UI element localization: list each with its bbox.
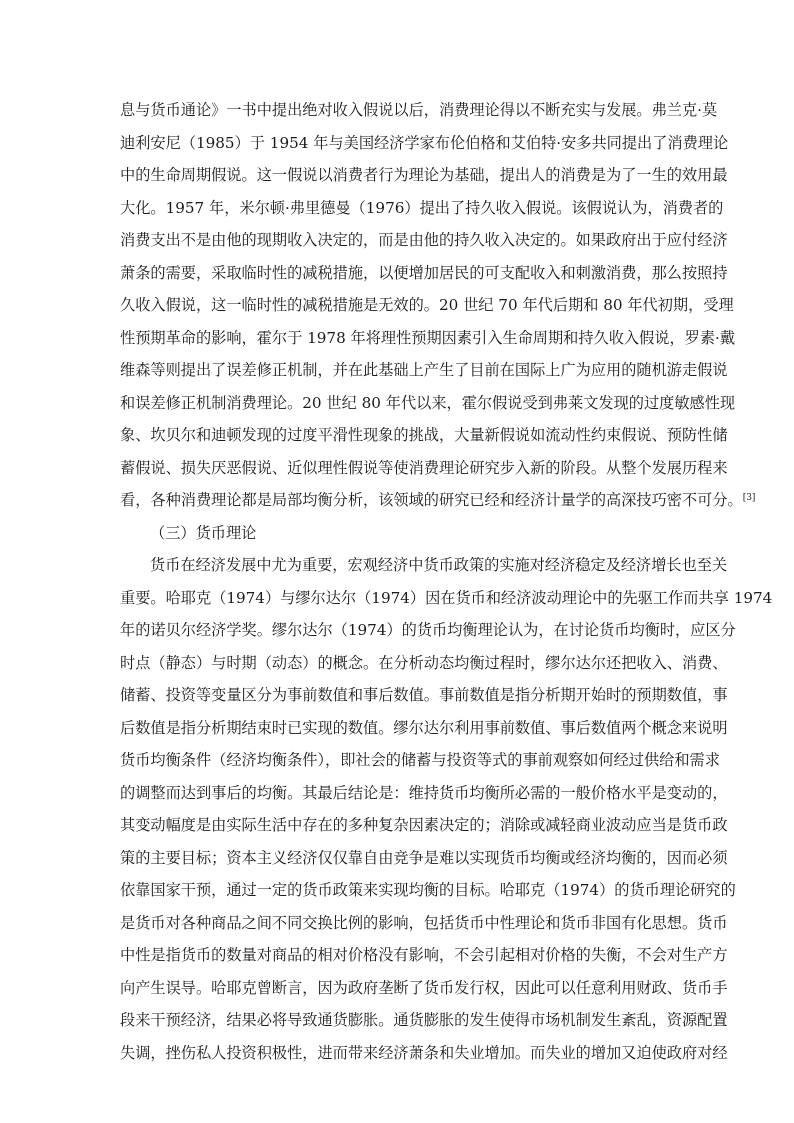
text-line: 大化。1957 年，米尔顿·弗里德曼（1976）提出了持久收入假说。该假说认为，消费者的 [120,198,724,217]
text-line: 消费支出不是由他的现期收入决定的，而是由他的持久收入决定的。如果政府出于应付经济 [120,231,728,249]
text-line: 和误差修正机制消费理论。20 世纪 80 年代以来，霍尔假说受到弗莱文发现的过度敏感性现 [120,393,736,412]
text-line: 迪利安尼（1985）于 1954 年与美国经济学家布伦伯格和艾伯特·安多共同提出了消费理论 [120,133,729,152]
text-line: 后数值是指分析期结束时已实现的数值。缪尔达尔利用事前数值、事后数值两个概念来说明 [120,718,728,737]
text-line: 货币均衡条件（经济均衡条件），即社会的储蓄与投资等式的事前观察如何经过供给和需求 [120,751,720,769]
body-text [120,94,773,1069]
text-line: 维森等则提出了误差修正机制，并在此基础上产生了目前在国际上广为应用的随机游走假说 [120,361,728,379]
text-line: 萧条的需要，采取临时性的减税措施，以便增加居民的可支配收入和刺激消费，那么按照持 [120,263,728,282]
text-line: 段来干预经济，结果必将导致通货膨胀。通货膨胀的发生使得市场机制发生紊乱，资源配置 [120,1011,728,1029]
text-line: 储蓄、投资等变量区分为事前数值和事后数值。事前数值是指分析期开始时的预期数值，事 [120,686,728,704]
text-line: 策的主要目标；资本主义经济仅仅靠自由竞争是难以实现货币均衡或经济均衡的，因而必须 [120,848,728,867]
text-line: 年的诺贝尔经济学奖。缪尔达尔（1974）的货币均衡理论认为，在讨论货币均衡时，应区分 [120,621,736,639]
paragraph-consumption-theory [120,94,756,517]
text-line: 息与货币通论》一书中提出绝对收入假说以后，消费理论得以不断充实与发展。弗兰克·莫 [120,101,718,119]
text-line: 时点（静态）与时期（动态）的概念。在分析动态均衡过程时，缪尔达尔还把收入、消费、 [120,653,728,672]
text-line: 中的生命周期假说。这一假说以消费者行为理论为基础，提出人的消费是为了一生的效用最 [120,166,728,184]
text-line: 的调整而达到事后的均衡。其最后结论是：维持货币均衡所必需的一般价格水平是变动的， [120,783,728,802]
citation-marker: [3] [742,493,756,503]
text-line: 向产生误导。哈耶克曾断言，因为政府垄断了货币发行权，因此可以任意利用财政、货币手 [120,978,728,997]
text-line: 象、坎贝尔和迪顿发现的过度平滑性现象的挑战，大量新假说如流动性约束假说、预防性储 [120,426,728,444]
text-line: 失调，挫伤私人投资积极性，进而带来经济萧条和失业增加。而失业的增加又迫使政府对经 [120,1043,728,1062]
text-line: 蓄假说、损失厌恶假说、近似理性假说等使消费理论研究步入新的阶段。从整个发展历程来 [120,458,728,477]
text-line: 依靠国家干预，通过一定的货币政策来实现均衡的目标。哈耶克（1974）的货币理论研究的 [120,881,736,899]
text-line: 是货币对各种商品之间不同交换比例的影响，包括货币中性理论和货币非国有化思想。货币 [120,913,728,932]
text-line: 中性是指货币的数量对商品的相对价格没有影响，不会引起相对价格的失衡，不会对生产方 [120,946,728,964]
section-heading: （三）货币理论 [150,523,257,542]
text-line: 货币在经济发展中尤为重要，宏观经济中货币政策的实施对经济稳定及经济增长也至关 [150,556,728,574]
text-line: 看，各种消费理论都是局部均衡分析，该领域的研究已经和经济计量学的高深技巧密不可分。 [120,491,743,509]
text-line: 久收入假说，这一临时性的减税措施是无效的。20 世纪 70 年代后期和 80 年代初期，受理 [120,296,734,314]
text-line: 性预期革命的影响，霍尔于 1978 年将理性预期因素引入生命周期和持久收入假说，罗素·戴 [120,328,736,347]
text-line: 重要。哈耶克（1974）与缪尔达尔（1974）因在货币和经济波动理论中的先驱工作而共享 1974 [120,588,773,607]
text-line: 其变动幅度是由实际生活中存在的多种复杂因素决定的；消除或减轻商业波动应当是货币政 [120,816,728,834]
paragraph-monetary-theory [120,549,773,1069]
text-line-with-citation [120,484,756,517]
